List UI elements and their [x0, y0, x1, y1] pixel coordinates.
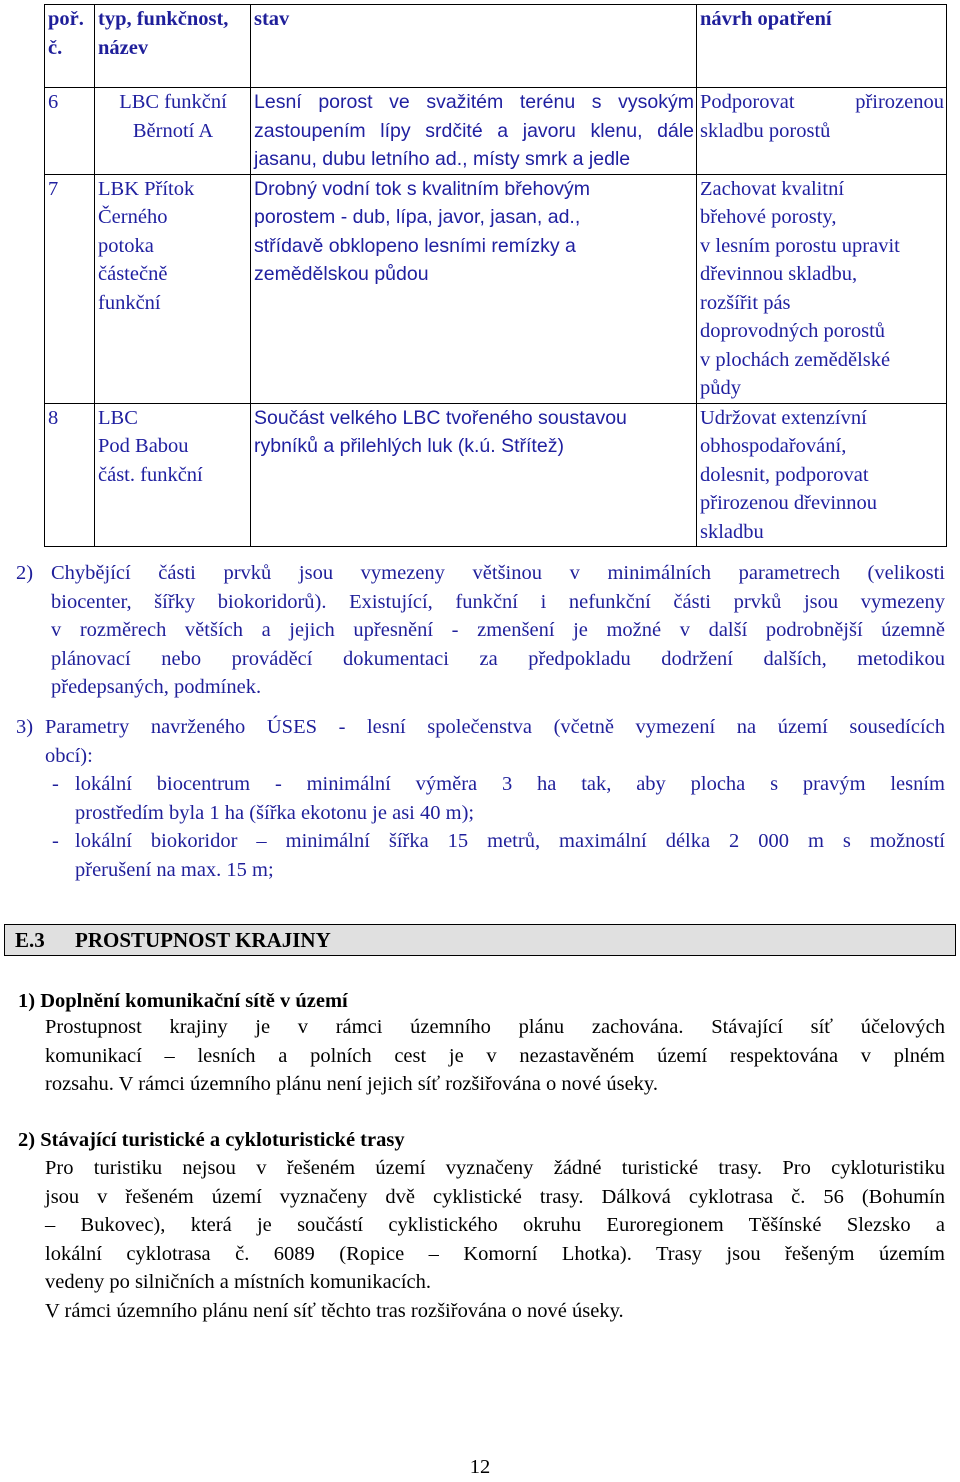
header-navrh: návrh opatření: [697, 5, 947, 88]
row-6-navrh: [697, 88, 947, 175]
row-6-stav-line: jasanu, dubu letního ad., místy smrk a jedle: [254, 148, 631, 170]
row-8-navrh-line: přirozenou dřevinnou: [700, 492, 878, 514]
sub1-line: komunikací – lesních a polních cest je v nezastavěném území respektována v plném: [45, 1044, 945, 1067]
uses-table: [44, 4, 947, 547]
row-8-navrh-line: obhospodařování,: [700, 435, 847, 457]
section-header: [4, 924, 956, 956]
row-8-num: 8: [45, 403, 95, 547]
row-6-navrh-line: Podporovat přirozenou: [700, 91, 944, 113]
sub2-line: lokální cyklotrasa č. 6089 (Ropice – Komorní Lhotka). Trasy jsou řešeným územím: [45, 1242, 945, 1265]
para2-text: [51, 559, 945, 702]
table-row: [45, 88, 947, 175]
row-8-stav-line: rybníků a přilehlých luk (k.ú. Střítež): [254, 435, 564, 457]
row-8-navrh-line: dolesnit, podporovat: [700, 463, 869, 486]
para3-number: 3): [16, 716, 34, 738]
row-8-navrh-line: skladbu: [700, 520, 764, 543]
header-stav: stav: [251, 5, 697, 88]
row-7-navrh: [697, 174, 947, 403]
para3-dash: -: [52, 830, 59, 852]
row-7-num: 7: [45, 174, 95, 403]
para2-line: v rozměrech větších a jejich upřesnění - zmenšení je možné v další podrobnější územně: [51, 619, 945, 641]
para3-item-line: lokální biocentrum - minimální výměra 3 ha tak, aby plocha s pravým lesním: [75, 773, 945, 795]
row-8-typ-line: Pod Babou: [98, 435, 189, 457]
para3-item-line: prostředím byla 1 ha (šířka ekotonu je asi 40 m);: [75, 801, 475, 824]
sub1-text: [45, 1013, 945, 1099]
row-7-stav-line: střídavě obklopeno lesními remízky a: [254, 234, 576, 257]
table-header-row: [45, 5, 947, 88]
row-7-navrh-line: Zachovat kvalitní: [700, 177, 845, 200]
row-6-num: 6: [45, 88, 95, 175]
row-7-stav-line: Drobný vodní tok s kvalitním břehovým: [254, 177, 590, 200]
sub2-text: [45, 1154, 945, 1325]
row-6-stav: [251, 88, 697, 175]
para2-line: biocenter, šířky biokoridorů). Existující, funkční i nefunkční části prvků jsou vymezeny: [51, 590, 945, 613]
table-row: [45, 403, 947, 547]
para2-line: plánovací nebo prováděcí dokumentaci za předpokladu dodržení dalších, metodikou: [51, 647, 945, 670]
table-row: [45, 174, 947, 403]
row-8-stav: [251, 403, 697, 547]
row-8-navrh-line: Udržovat extenzívní: [700, 406, 867, 429]
para2-line: Chybějící části prvků jsou vymezeny většinou v minimálních parametrech (velikosti: [51, 562, 945, 584]
row-7-navrh-line: doprovodných porostů: [700, 320, 886, 342]
row-7-navrh-line: břehové porosty,: [700, 206, 837, 228]
sub2-heading: 2) Stávající turistické a cykloturistické trasy: [18, 1129, 405, 1151]
row-6-typ-line: LBC funkční: [119, 91, 227, 113]
para2-line: předepsaných, podmínek.: [51, 676, 262, 698]
section-title: PROSTUPNOST KRAJINY: [75, 928, 331, 952]
section-code: E.3: [15, 928, 45, 952]
page-number: 12: [469, 1456, 491, 1478]
row-7-navrh-line: dřevinnou skladbu,: [700, 263, 858, 285]
row-6-navrh-line: skladbu porostů: [700, 119, 831, 142]
para3-text: [45, 713, 945, 770]
row-8-typ-line: LBC: [98, 406, 138, 429]
row-7-typ-line: potoka: [98, 234, 154, 257]
para3-item: [75, 827, 945, 884]
para3-item-line: lokální biokoridor – minimální šířka 15 metrů, maximální délka 2 000 m s možností: [75, 830, 945, 852]
row-7-stav: [251, 174, 697, 403]
row-7-stav-line: zemědělskou půdou: [254, 263, 429, 285]
para3-line: obcí):: [45, 744, 93, 767]
sub1-line: Prostupnost krajiny je v rámci územního plánu zachována. Stávající síť účelových: [45, 1016, 945, 1038]
row-8-typ: [95, 403, 251, 547]
row-7-typ-line: Černého: [98, 206, 168, 228]
row-7-typ-line: funkční: [98, 291, 161, 314]
para3-dash: -: [52, 773, 59, 795]
para3-line: Parametry navrženého ÚSES - lesní společenstva (včetně vymezení na území sousedících: [45, 716, 945, 738]
header-typ: typ, funkčnost, název: [95, 5, 251, 88]
row-7-navrh-line: rozšířit pás: [700, 291, 791, 314]
row-7-stav-line: porostem - dub, lípa, javor, jasan, ad.,: [254, 206, 581, 228]
row-7-typ-line: částečně: [98, 263, 168, 285]
row-7-navrh-line: v lesním porostu upravit: [700, 234, 900, 257]
row-8-stav-line: Součást velkého LBC tvořeného soustavou: [254, 406, 627, 429]
row-7-navrh-line: půdy: [700, 377, 741, 399]
row-6-stav-line: Lesní porost ve svažitém terénu s vysokým: [254, 91, 694, 113]
sub1-heading: 1) Doplnění komunikační sítě v území: [18, 990, 348, 1012]
row-6-typ-line: Běrnotí A: [132, 119, 214, 142]
row-7-typ: [95, 174, 251, 403]
row-7-typ-line: LBK Přítok: [98, 177, 195, 200]
sub2-line: V rámci územního plánu není síť těchto tras rozšiřována o nové úseky.: [45, 1299, 624, 1322]
row-6-typ: [95, 88, 251, 175]
row-8-navrh: [697, 403, 947, 547]
para3-item: [75, 770, 945, 827]
sub2-line: Pro turistiku nejsou v řešeném území vyznačeny žádné turistické trasy. Pro cykloturistiku: [45, 1157, 945, 1179]
sub2-line: – Bukovec), která je součástí cyklistického okruhu Euroregionem Těšínské Slezsko a: [45, 1214, 945, 1236]
sub2-line: jsou v řešeném území vyznačeny dvě cyklistické trasy. Dálková cyklotrasa č. 56 (Bohumín: [45, 1185, 945, 1208]
row-8-typ-line: část. funkční: [98, 463, 203, 486]
row-7-navrh-line: v plochách zemědělské: [700, 348, 891, 371]
para3-item-line: přerušení na max. 15 m;: [75, 858, 274, 881]
header-por: poř. č.: [45, 5, 95, 88]
sub1-line: rozsahu. V rámci územního plánu není jejich síť rozšiřována o nové úseky.: [45, 1073, 658, 1095]
row-6-stav-line: zastoupením lípy srdčité a javoru klenu, dále: [254, 119, 694, 142]
sub2-line: vedeny po silničních a místních komunikacích.: [45, 1271, 431, 1293]
para2-number: 2): [16, 562, 34, 584]
